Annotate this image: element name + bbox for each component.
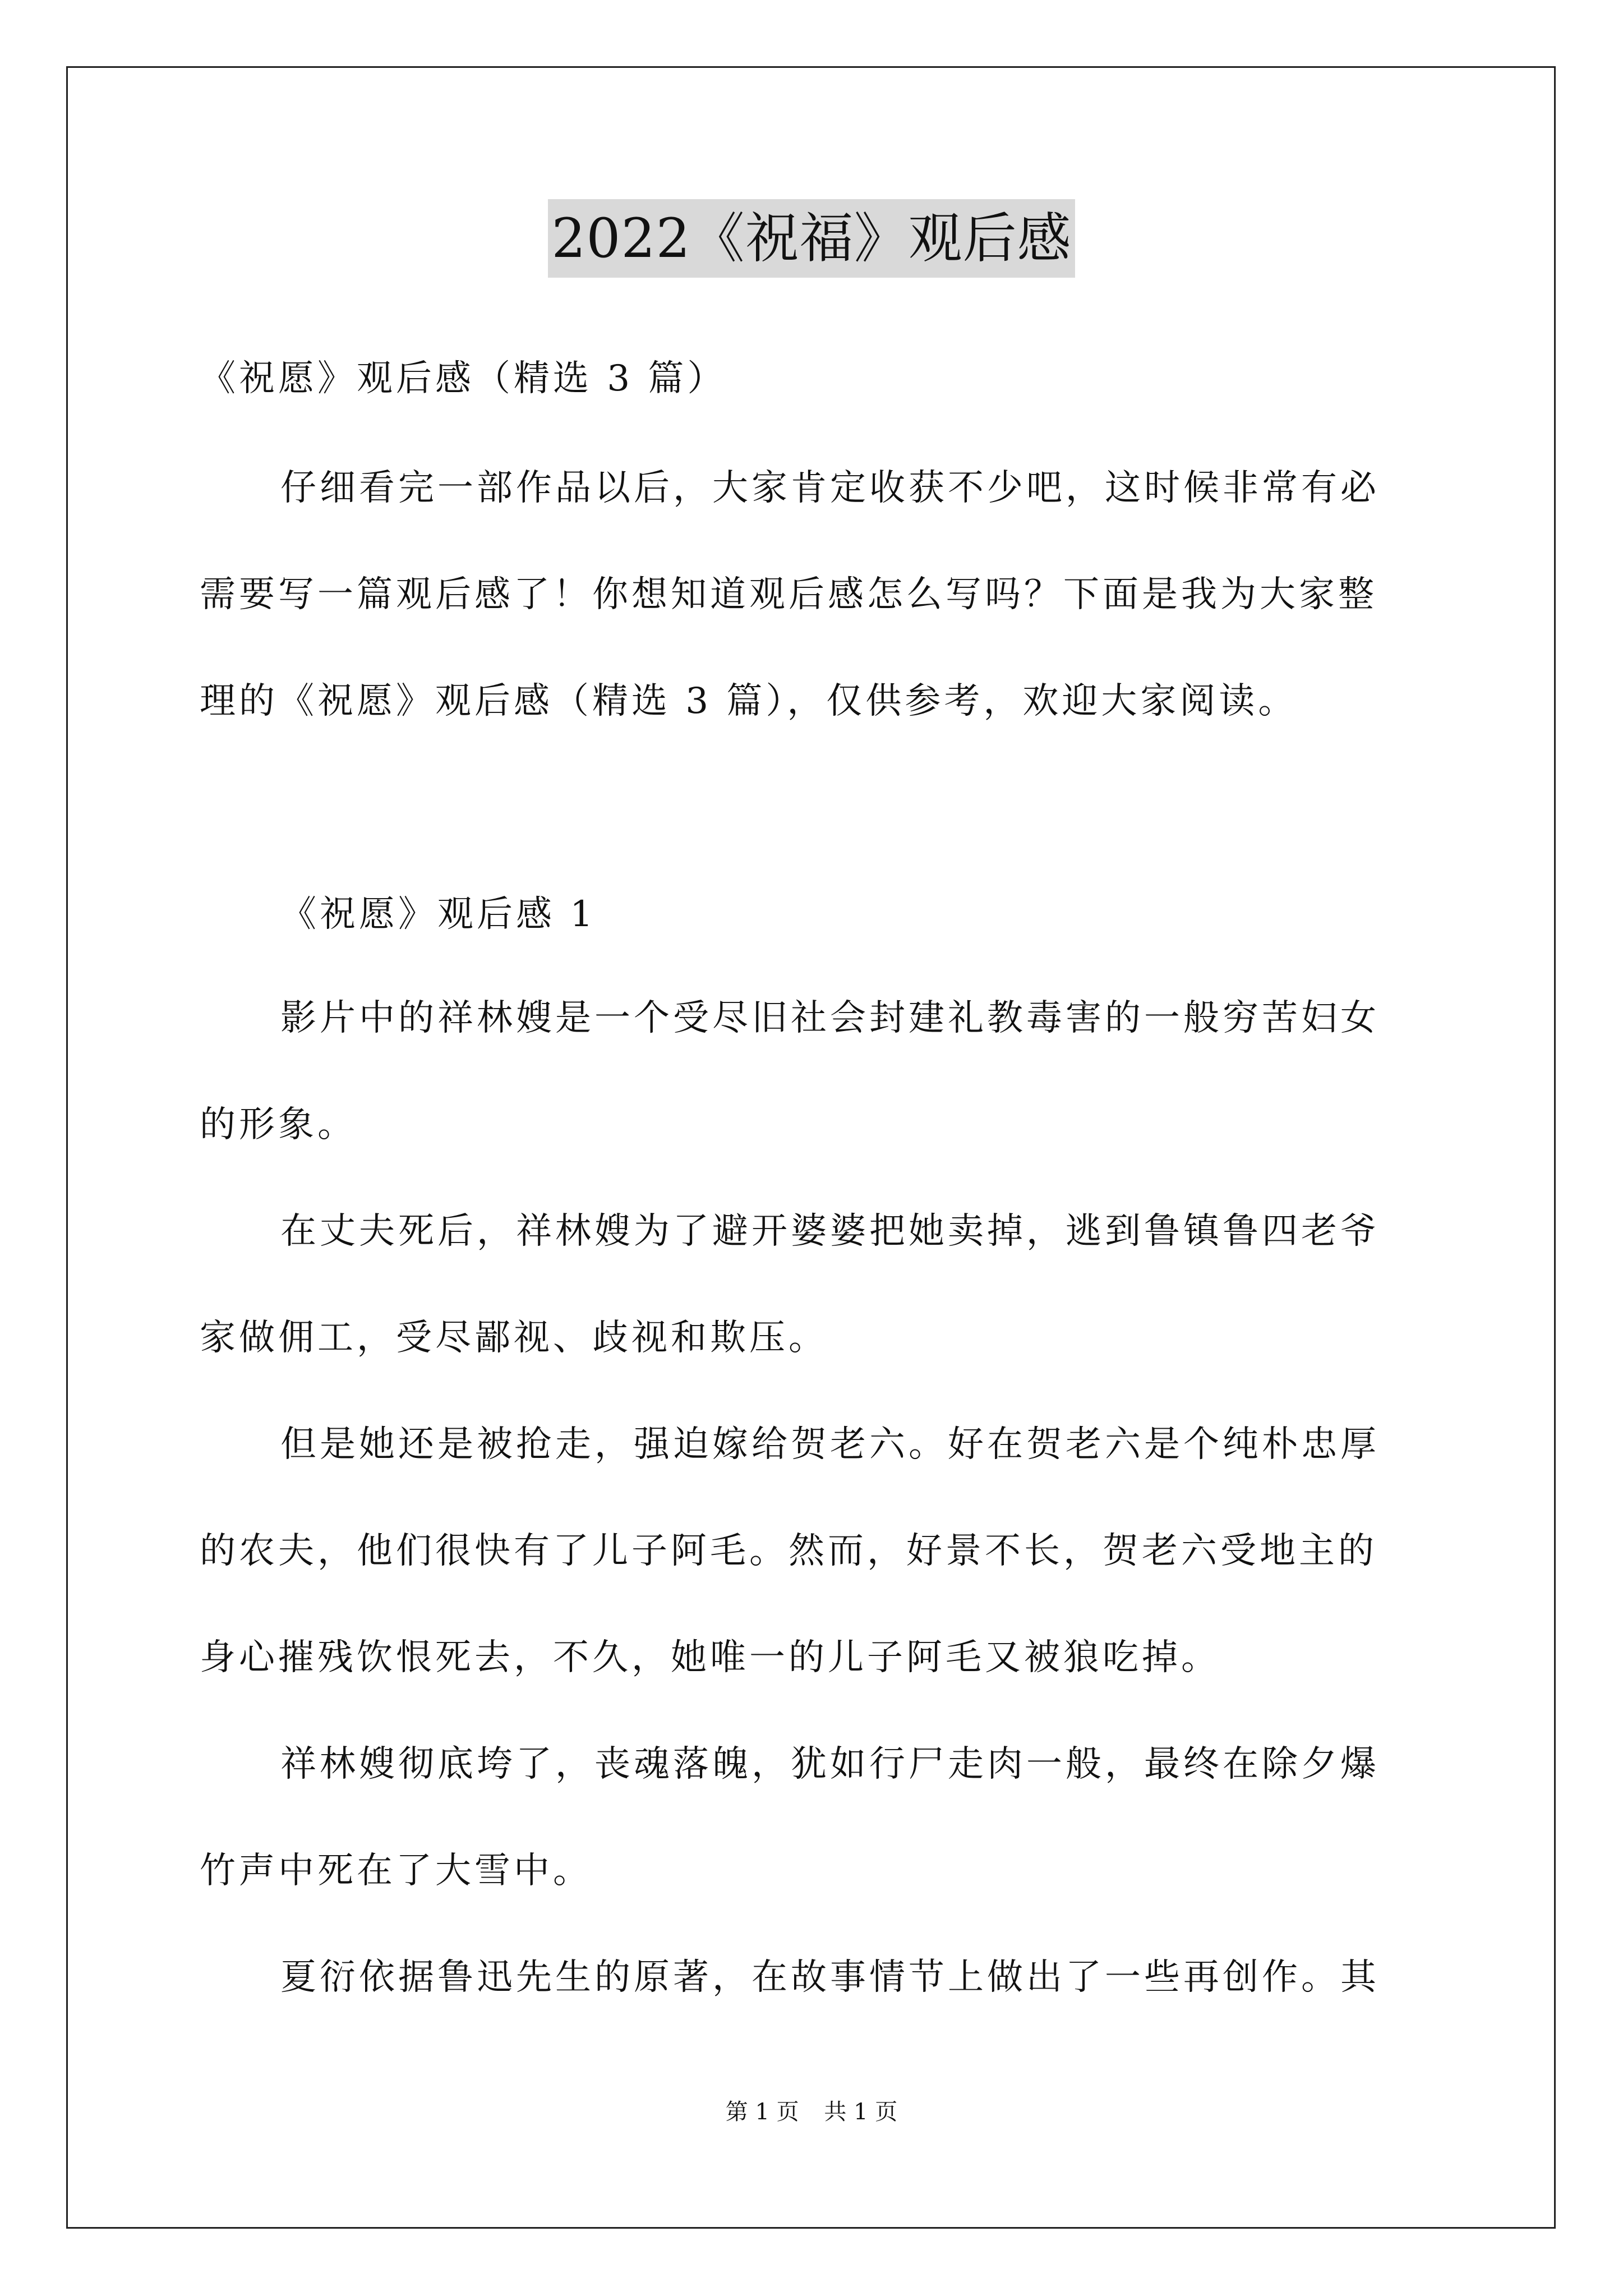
page-total: 共 1 页 xyxy=(824,2099,898,2125)
intro-line: 需要写一篇观后感了！你想知道观后感怎么写吗？下面是我为大家整 xyxy=(200,574,1377,615)
page-number: 第 1 页 xyxy=(725,2099,799,2125)
body-line: 竹声中死在了大雪中。 xyxy=(200,1850,592,1892)
page-footer xyxy=(0,2095,1623,2129)
intro-line: 仔细看完一部作品以后，大家肯定收获不少吧，这时候非常有必 xyxy=(280,467,1380,509)
body-line: 夏衍依据鲁迅先生的原著，在故事情节上做出了一些再创作。其 xyxy=(280,1957,1380,1998)
body-line: 祥林嫂彻底垮了，丧魂落魄，犹如行尸走肉一般，最终在除夕爆 xyxy=(280,1743,1380,1785)
document-title: 2022《祝福》观后感 xyxy=(548,199,1075,278)
body-line: 家做佣工，受尽鄙视、歧视和欺压。 xyxy=(200,1317,828,1359)
section-heading: 《祝愿》观后感 1 xyxy=(280,894,597,935)
intro-line: 理的《祝愿》观后感（精选 3 篇），仅供参考，欢迎大家阅读。 xyxy=(200,680,1298,722)
body-line: 在丈夫死后，祥林嫂为了避开婆婆把她卖掉，逃到鲁镇鲁四老爷 xyxy=(280,1211,1380,1252)
document-subtitle: 《祝愿》观后感（精选 3 篇） xyxy=(200,358,727,399)
body-line: 身心摧残饮恨死去，不久，她唯一的儿子阿毛又被狼吃掉。 xyxy=(200,1637,1220,1678)
title-container xyxy=(0,199,1623,278)
body-line: 的形象。 xyxy=(200,1104,357,1145)
body-line: 但是她还是被抢走，强迫嫁给贺老六。好在贺老六是个纯朴忠厚 xyxy=(280,1424,1380,1465)
body-line: 影片中的祥林嫂是一个受尽旧社会封建礼教毒害的一般穷苦妇女 xyxy=(280,997,1380,1039)
body-line: 的农夫，他们很快有了儿子阿毛。然而，好景不长，贺老六受地主的 xyxy=(200,1530,1377,1572)
